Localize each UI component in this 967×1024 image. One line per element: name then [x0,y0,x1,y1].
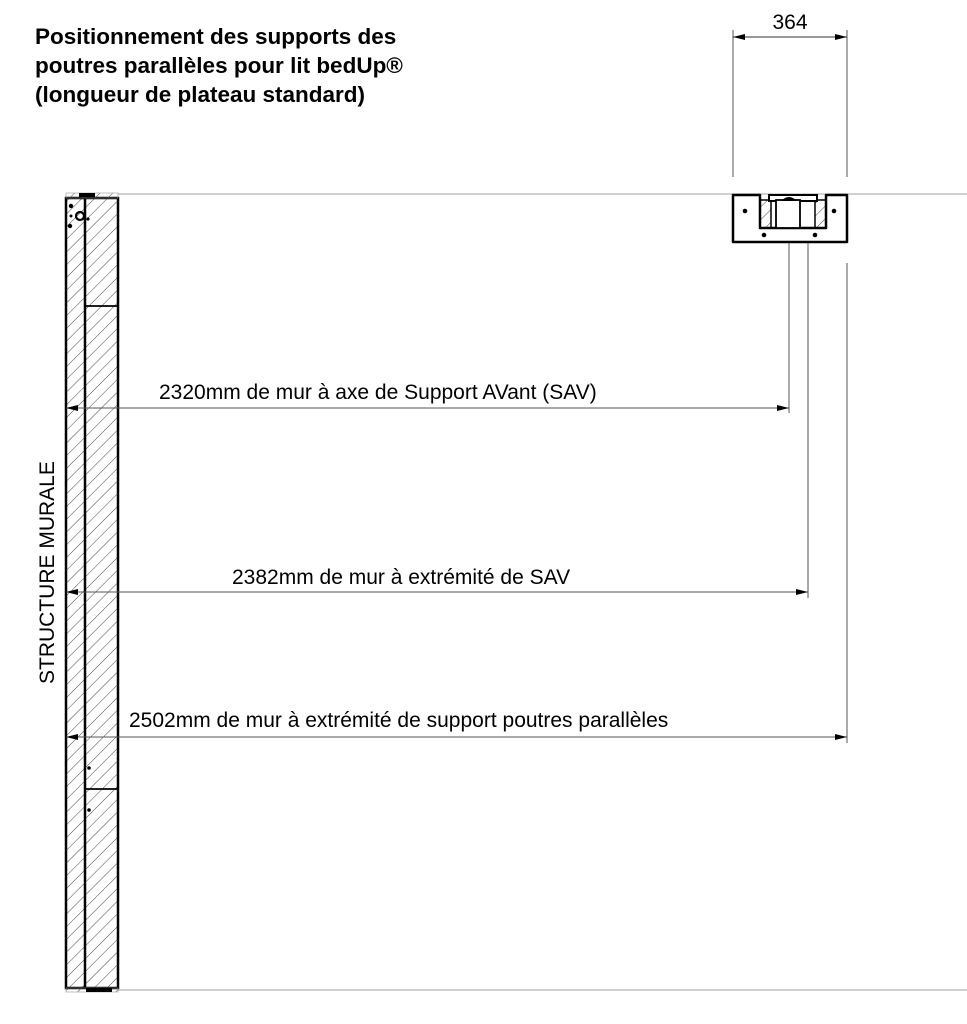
title-line-3: (longueur de plateau standard) [35,82,366,107]
dimension-sav-end-label: 2382mm de mur à extrémité de SAV [232,566,571,589]
wall-label: STRUCTURE MURALE [36,461,59,684]
title-line-2: poutres parallèles pour lit bedUp® [35,53,403,78]
front-support-bracket [733,195,847,242]
extension-lines [789,243,847,743]
bracket-width-label: 364 [772,11,808,34]
dimension-sav-axis-label: 2320mm de mur à axe de Support AVant (SAV) [159,381,597,404]
title-line-1: Positionnement des supports des [35,24,397,49]
bracket-width-dimension [733,30,847,177]
dimension-support-end-label: 2502mm de mur à extrémité de support poutres parallèles [129,709,669,732]
